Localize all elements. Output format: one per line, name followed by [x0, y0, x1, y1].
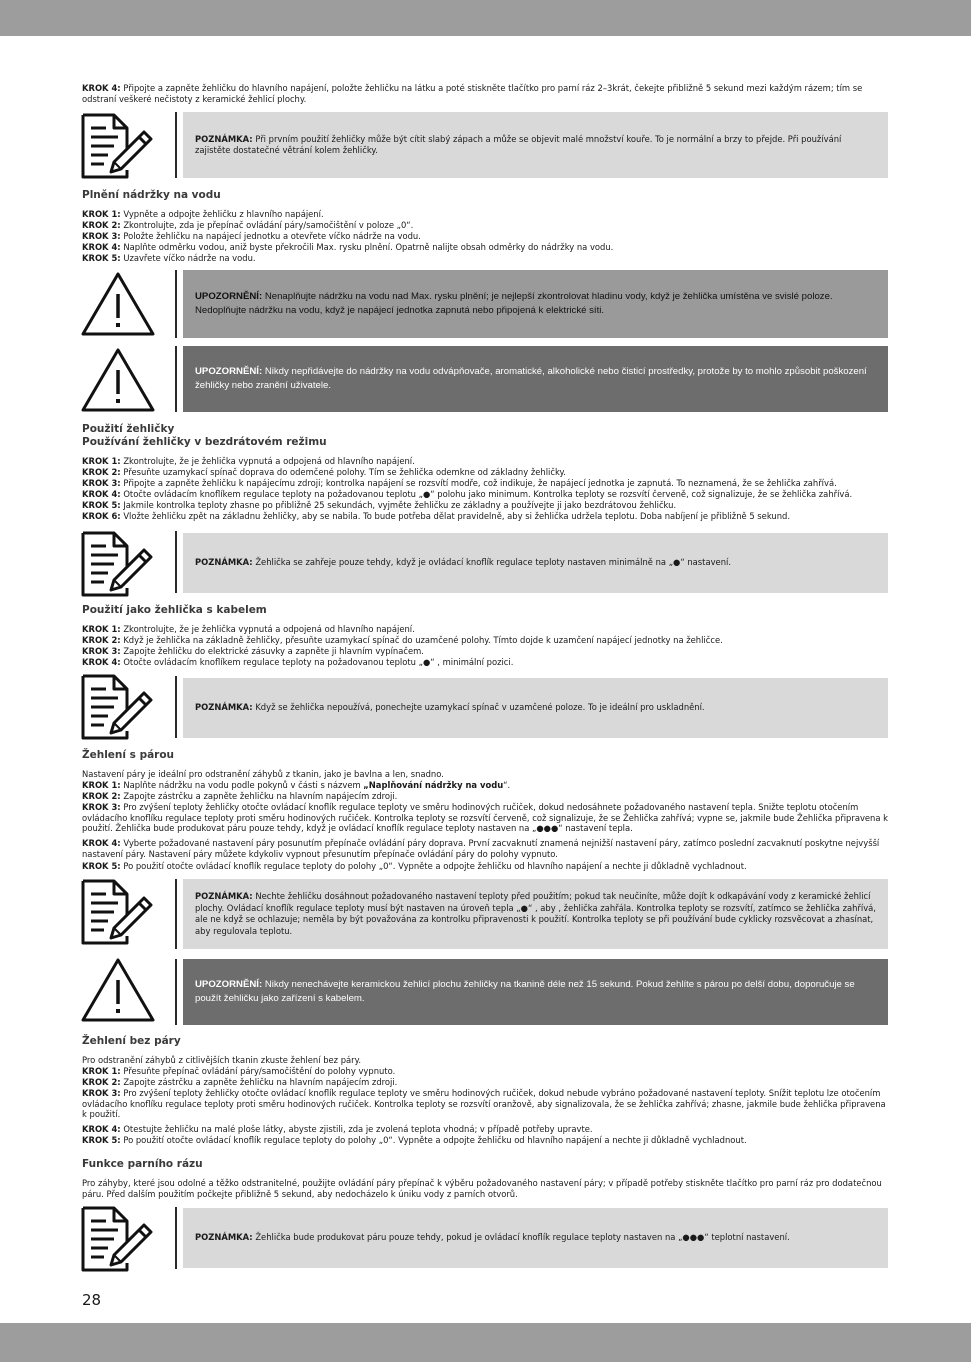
note-box: POZNÁMKA: Žehlička bude produkovat páru pouze tehdy, pokud je ovládací knoflík regulace teploty nastaven na „●●●“ teplotní nastavení. — [183, 1208, 888, 1268]
step: KROK 1: Zkontrolujte, že je žehlička vypnutá a odpojená od hlavního napájení. — [82, 456, 415, 466]
section-heading: Žehlení s párou — [82, 749, 175, 761]
step: KROK 3: Položte žehličku na napájecí jednotku a otevřete víčko nádrže na vodu. — [82, 231, 421, 241]
section-heading: Funkce parního rázu — [82, 1158, 203, 1170]
divider — [175, 112, 177, 178]
step: KROK 1: Zkontrolujte, že je žehlička vypnutá a odpojená od hlavního napájení. — [82, 624, 415, 634]
paragraph: Nastavení páry je ideální pro odstranění záhybů z tkanin, jako je bavlna a len, snadno. — [82, 769, 444, 779]
step: KROK 2: Zkontrolujte, zda je přepínač ovládání páry/samočištění v poloze „0“. — [82, 220, 414, 230]
section-heading: Použití jako žehlička s kabelem — [82, 604, 267, 616]
note-box: POZNÁMKA: Žehlička se zahřeje pouze tehdy, když je ovládací knoflík regulace teploty nastaven minimálně na „●“ nastavení. — [183, 533, 888, 593]
divider — [175, 879, 177, 949]
step: KROK 4: Otočte ovládacím knoflíkem regulace teploty na požadovanou teplotu „●“ polohu jako minimum. Kontrolka teploty se rozsvítí červeně, což signalizuje, že se žehlička zahřívá. — [82, 489, 853, 499]
step: KROK 6: Vložte žehličku zpět na základnu žehličky, aby se nabila. To bude potřeba dělat pravidelně, aby si žehlička udržela teplotu. Doba nabíjení je přibližně 5 sekund. — [82, 511, 791, 521]
step: KROK 5: Po použití otočte ovládací knoflík regulace teploty do polohy „0“. Vypněte a odpojte žehličku od hlavního napájení a nechte ji důkladně vychladnout. — [82, 861, 747, 871]
step: KROK 2: Když je žehlička na základně žehličky, přesuňte uzamykací spínač do uzamčené polohy. Tímto dojde k uzamčení napájecí jednotky na žehličce. — [82, 635, 723, 645]
step: KROK 4: Otočte ovládacím knoflíkem regulace teploty na požadovanou teplotu „●“ , minimální pozici. — [82, 657, 514, 667]
top-bar — [0, 0, 971, 36]
step: KROK 1: Přesuňte přepínač ovládání páry/samočištění do polohy vypnuto. — [82, 1066, 396, 1076]
intro-step-4: KROK 4: Připojte a zapněte žehličku do hlavního napájení, položte žehličku na látku a poté stiskněte tlačítko pro parní ráz 2–3krát, čekejte přibližně 5 sekund mezi každým rázem; tím se odstraní veškeré nečistoty z keramické žehlicí plochy. — [82, 83, 863, 104]
divider — [175, 676, 177, 738]
section-subheading: Používání žehličky v bezdrátovém režimu — [82, 436, 327, 448]
note-box: POZNÁMKA: Nechte žehličku dosáhnout požadovaného nastavení teploty před použitím; pokud tak neučiníte, může dojít k odkapávání vody z keramické žehlicí plochy. Ovládací knoflík regulace teploty musí být nastaven na úroveň tepla „●“ , aby , žehlička zahřála. Kontrolka teploty se rozsvítí, zatímco se žehlička zahřívá, ale ne když se ochlazuje; neměla by být považována za kontrolku připravenosti k použití. Kontrolka teploty se při používání bude cyklicky rozsvěcovat a zhasínat, aby regulovala teplotu. — [183, 879, 888, 949]
warning-box: UPOZORNĚNÍ: Nikdy nenechávejte keramickou žehlicí plochu žehličky na tkanině déle než 15 sekund. Pokud žehlíte s párou po delší dobu, doporučuje se použít žehličku jako zařízení s kabelem. — [183, 959, 888, 1025]
step: KROK 5: Jakmile kontrolka teploty zhasne po přibližně 25 sekundách, vyjměte žehličku ze základny a používejte ji jako bezdrátovou žehličku. — [82, 500, 677, 510]
note-icon — [80, 878, 156, 946]
divider — [175, 346, 177, 412]
step: KROK 2: Přesuňte uzamykací spínač doprava do odemčené polohy. Tím se žehlička odemkne od základny žehličky. — [82, 467, 566, 477]
step: KROK 4: Vyberte požadované nastavení páry posunutím přepínače ovládání páry doprava. První zacvaknutí znamená nejnižší nastavení páry, zatímco poslední zacvaknutí poskytne nejvyšší nastavení páry. Nastavení páry můžete kdykoliv vypnout přesunutím přepínače ovládání páry do polohy vypnuto. — [82, 838, 880, 859]
note-icon — [80, 112, 156, 180]
paragraph: Pro odstranění záhybů z citlivějších tkanin zkuste žehlení bez páry. — [82, 1055, 362, 1065]
note-box: POZNÁMKA: Když se žehlička nepoužívá, ponechejte uzamykací spínač v uzamčené poloze. To je ideální pro uskladnění. — [183, 678, 888, 738]
step: KROK 2: Zapojte zástrčku a zapněte žehličku na hlavním napájecím zdroji. — [82, 1077, 398, 1087]
page-number: 28 — [82, 1291, 102, 1309]
warning-box: UPOZORNĚNÍ: Nikdy nepřidávejte do nádržky na vodu odvápňovače, aromatické, alkoholické nebo čisticí prostředky, protože by to mohlo způsobit poškození žehličky nebo zranění uživatele. — [183, 346, 888, 412]
divider — [175, 270, 177, 338]
warning-box: UPOZORNĚNÍ: Nenaplňujte nádržku na vodu nad Max. rysku plnění; je nejlepší zkontrolovat hladinu vody, když je žehlička umístěna ve svislé poloze. Nedoplňujte nádržku na vodu, když je napájecí jednotka zapnutá nebo připojená k elektrické síti. — [183, 270, 888, 338]
paragraph: Pro záhyby, které jsou odolné a těžko odstranitelné, použijte ovládání páry přepínač k výběru požadovaného nastavení páry; v případě potřeby stiskněte tlačítko pro parní ráz pro dodatečnou páru. Před dalším použitím počkejte přibližně 5 sekund, aby nedocházelo k úniku vody z parních otvorů. — [82, 1178, 882, 1199]
section-heading: Žehlení bez páry — [82, 1035, 181, 1047]
step: KROK 3: Zapojte žehličku do elektrické zásuvky a zapněte ji hlavním vypínačem. — [82, 646, 424, 656]
section-heading: Plnění nádržky na vodu — [82, 189, 221, 201]
divider — [175, 959, 177, 1025]
note-box: POZNÁMKA: Při prvním použití žehličky může být cítit slabý zápach a může se objevit malé množství kouře. To je normální a brzy to přejde. Při používání zajistěte dostatečné větrání kolem žehličky. — [183, 112, 888, 178]
bottom-bar — [0, 1323, 971, 1362]
step: KROK 5: Po použití otočte ovládací knoflík regulace teploty do polohy „0“. Vypněte a odpojte žehličku od hlavního napájení a nechte ji důkladně vychladnout. — [82, 1135, 747, 1145]
divider — [175, 1207, 177, 1269]
step: KROK 5: Uzavřete víčko nádrže na vodu. — [82, 253, 256, 263]
note-icon — [80, 1205, 156, 1273]
step: KROK 3: Připojte a zapněte žehličku k napájecímu zdroji; kontrolka napájení se rozsvítí modře, což indikuje, že napájecí jednotka je zapnutá. To neznamená, že se žehlička zahřívá. — [82, 478, 837, 488]
warning-icon — [80, 346, 156, 414]
step: KROK 3: Pro zvýšení teploty žehličky otočte ovládací knoflík regulace teploty ve směru hodinových ručiček, dokud nedosáhnete požadovaného nastavení tepla. Snižte teplotu otočením ovládacího knoflíku regulace teploty proti směru hodinových ručiček. Kontrolka teploty se rozsvítí červeně, což signalizuje, že se Žehlička zahřívá; vypne se, jakmile bude Žehlička připravena k použití. Žehlička bude produkovat páru pouze tehdy, když je ovládací knoflík regulace teploty nastaven na „●●●“ nastavení tepla. — [82, 802, 889, 834]
step: KROK 1: Vypněte a odpojte žehličku z hlavního napájení. — [82, 209, 324, 219]
divider — [175, 531, 177, 593]
warning-icon — [80, 270, 156, 338]
note-icon — [80, 530, 156, 598]
note-icon — [80, 673, 156, 741]
step: KROK 3: Pro zvýšení teploty žehličky otočte ovládací knoflík regulace teploty ve směru hodinových ručiček, dokud nebude vybráno požadované nastavení teploty. Snížit teplotu lze otočením ovládacího knoflíku regulace teploty proti směru hodinových ručiček. Kontrolka teploty se rozsvítí oranžově, aby signalizovala, že se žehlička zahřívá; zhasne, jakmile bude žehlička připravena k použití. — [82, 1088, 886, 1120]
section-heading: Použití žehličky — [82, 423, 175, 435]
step: KROK 1: Naplňte nádržku na vodu podle pokynů v části s názvem „Naplňování nádržky na vodu“. — [82, 780, 511, 790]
step: KROK 4: Otestujte žehličku na malé ploše látky, abyste zjistili, zda je zvolená teplota vhodná; v případě potřeby upravte. — [82, 1124, 593, 1134]
warning-icon — [80, 956, 156, 1024]
step: KROK 2: Zapojte zástrčku a zapněte žehličku na hlavním napájecím zdroji. — [82, 791, 398, 801]
step: KROK 4: Naplňte odměrku vodou, aniž byste překročili Max. rysku plnění. Opatrně nalijte obsah odměrky do nádržky na vodu. — [82, 242, 614, 252]
